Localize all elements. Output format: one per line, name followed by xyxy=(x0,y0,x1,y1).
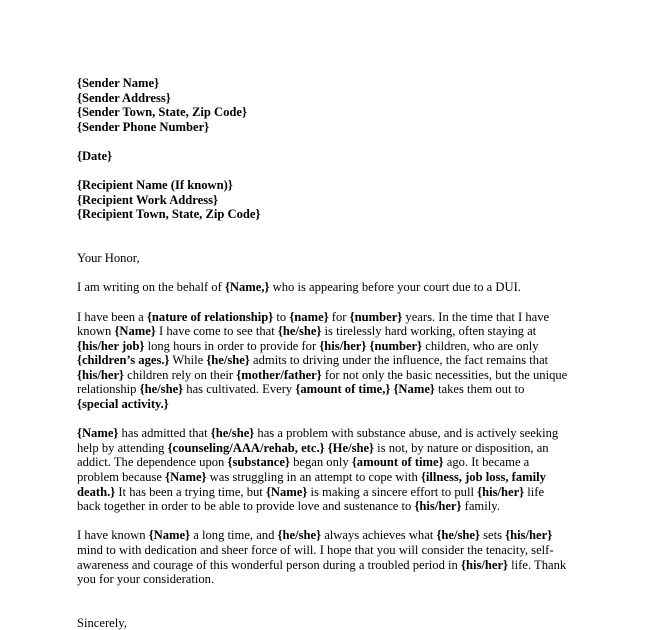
paragraph-line xyxy=(77,280,577,295)
text-run: always achieves what xyxy=(321,528,437,543)
placeholder-field: {children’s ages.} xyxy=(77,353,170,368)
paragraph-line xyxy=(77,310,577,325)
placeholder-field: {he/she} xyxy=(277,528,322,543)
paragraph-character xyxy=(77,528,577,586)
placeholder-field: {he/she} xyxy=(436,528,480,543)
text-run: has a problem with substance abuse, and is actively seeking xyxy=(254,426,559,441)
spacer xyxy=(77,295,577,310)
placeholder-field: {his/her job} xyxy=(77,338,145,353)
placeholder-field: {he/she} xyxy=(277,324,322,339)
spacer xyxy=(77,587,577,616)
placeholder-field: {amount of time,} xyxy=(295,382,391,397)
placeholder-field: {nature of relationship} xyxy=(146,309,274,324)
paragraph-line xyxy=(77,470,577,485)
text-run: years. In the time that I have xyxy=(402,309,550,324)
text-run: known xyxy=(77,324,115,339)
text-run: I have come to see that xyxy=(155,324,278,339)
paragraph-line xyxy=(77,368,577,383)
placeholder-field: {substance} xyxy=(227,455,290,470)
text-run: a long time, and xyxy=(190,528,278,543)
recipient-block xyxy=(77,178,577,222)
paragraph-line xyxy=(77,528,577,543)
text-run: life xyxy=(524,484,545,499)
recipient-work-address: {Recipient Work Address} xyxy=(77,192,219,207)
spacer xyxy=(77,412,577,427)
placeholder-field: {He/she} xyxy=(327,440,375,455)
placeholder-field: {Name} xyxy=(265,484,308,499)
placeholder-field: {his/her} xyxy=(414,499,462,514)
paragraph-line xyxy=(77,485,577,500)
text-run: to xyxy=(273,309,290,324)
placeholder-field: {he/she} xyxy=(206,353,250,368)
text-run: I have been a xyxy=(77,309,147,324)
placeholder-field: {counseling/AAA/rehab, etc.} xyxy=(167,440,325,455)
spacer xyxy=(77,134,577,149)
text-run: takes them out to xyxy=(434,382,525,397)
sender-phone: {Sender Phone Number} xyxy=(77,119,210,134)
spacer xyxy=(77,222,577,237)
paragraph-substance xyxy=(77,426,577,514)
recipient-town: {Recipient Town, State, Zip Code} xyxy=(77,207,261,222)
closing: Sincerely, xyxy=(77,615,127,630)
text-run: ago. It became a xyxy=(443,455,530,470)
spacer xyxy=(77,514,577,529)
placeholder-field: {Name} xyxy=(393,382,435,397)
text-run: children rely on their xyxy=(124,367,237,382)
placeholder-field: {his/her} xyxy=(77,367,125,382)
placeholder-field: {name} xyxy=(289,309,329,324)
text-run: has cultivated. Every xyxy=(183,382,296,397)
text-run: admits to driving under the influence, the fact remains that xyxy=(249,353,549,368)
placeholder-field: {amount of time} xyxy=(351,455,444,470)
text-run: family. xyxy=(461,499,500,514)
placeholder-field: {Name} xyxy=(77,426,119,441)
sender-name: {Sender Name} xyxy=(77,76,160,90)
paragraph-line xyxy=(77,397,577,412)
text-run: back together in order to be able to provide love and sustenance to xyxy=(77,499,415,514)
placeholder-field: {number} xyxy=(349,309,403,324)
text-run: relationship xyxy=(77,382,140,397)
paragraph-line xyxy=(77,426,577,441)
placeholder-field: {Name,} xyxy=(224,280,270,295)
sender-address: {Sender Address} xyxy=(77,90,171,105)
paragraph-line xyxy=(77,353,577,368)
text-run: I am writing on the behalf of xyxy=(77,280,225,295)
placeholder-field: {his/her} xyxy=(477,484,525,499)
text-run: mind to with dedication and sheer force of will. I hope that you will consider the tenacity, self- xyxy=(77,543,554,557)
paragraph-line xyxy=(77,572,577,587)
text-run: was struggling in an attempt to cope with xyxy=(206,470,421,485)
letter-date: {Date} xyxy=(77,148,113,163)
placeholder-field: {number} xyxy=(369,338,423,353)
text-run: has admitted that xyxy=(118,426,211,441)
placeholder-field: {special activity.} xyxy=(77,397,169,412)
text-run: sets xyxy=(479,528,506,543)
paragraph-line xyxy=(77,499,577,514)
paragraph-line xyxy=(77,558,577,573)
text-run: long hours in order to provide for xyxy=(144,338,320,353)
placeholder-field: {his/her} xyxy=(461,557,509,572)
sender-town: {Sender Town, State, Zip Code} xyxy=(77,105,247,120)
text-run: for xyxy=(328,309,350,324)
paragraph-line xyxy=(77,339,577,354)
placeholder-field: {Name} xyxy=(114,324,156,339)
letter-body xyxy=(77,76,577,630)
placeholder-field: {he/she} xyxy=(139,382,184,397)
text-run: you for your consideration. xyxy=(77,572,215,587)
placeholder-field: {illness, job loss, family xyxy=(420,470,546,485)
spacer xyxy=(77,237,577,252)
placeholder-field: {mother/father} xyxy=(236,367,322,382)
paragraph-line xyxy=(77,455,577,470)
paragraph-intro xyxy=(77,280,577,295)
paragraph-line xyxy=(77,324,577,339)
spacer xyxy=(77,164,577,179)
text-run: While xyxy=(169,353,207,368)
placeholder-field: {he/she} xyxy=(210,426,255,441)
text-run: awareness and courage of this wonderful person during a troubled period in xyxy=(77,557,461,572)
text-run: life. Thank xyxy=(508,557,567,572)
placeholder-field: {his/her} xyxy=(505,528,553,543)
salutation: Your Honor, xyxy=(77,251,140,266)
spacer xyxy=(77,266,577,281)
placeholder-field: {his/her} xyxy=(319,338,367,353)
placeholder-field: {Name} xyxy=(165,470,207,485)
paragraph-line xyxy=(77,382,577,397)
paragraph-line xyxy=(77,441,577,456)
text-run: is making a sincere effort to pull xyxy=(307,484,478,499)
paragraph-line xyxy=(77,543,577,558)
text-run: who is appearing before your court due to a DUI. xyxy=(269,280,521,295)
text-run: for not only the basic necessities, but the unique xyxy=(321,367,568,382)
text-run: is tirelessly hard working, often staying at xyxy=(321,324,537,339)
paragraph-relationship xyxy=(77,310,577,412)
text-run: is not, by nature or disposition, an xyxy=(374,440,549,455)
placeholder-field: death.} xyxy=(77,484,116,499)
recipient-name: {Recipient Name (If known)} xyxy=(77,178,233,193)
text-run: I have known xyxy=(77,528,149,543)
placeholder-field: {Name} xyxy=(148,528,191,543)
text-run: began only xyxy=(289,455,352,470)
sender-block xyxy=(77,76,577,134)
text-run: problem because xyxy=(77,470,166,485)
text-run: children, who are only xyxy=(422,338,539,353)
text-run: help by attending xyxy=(77,440,168,455)
text-run: It has been a trying time, but xyxy=(115,484,266,499)
text-run: addict. The dependence upon xyxy=(77,455,228,470)
